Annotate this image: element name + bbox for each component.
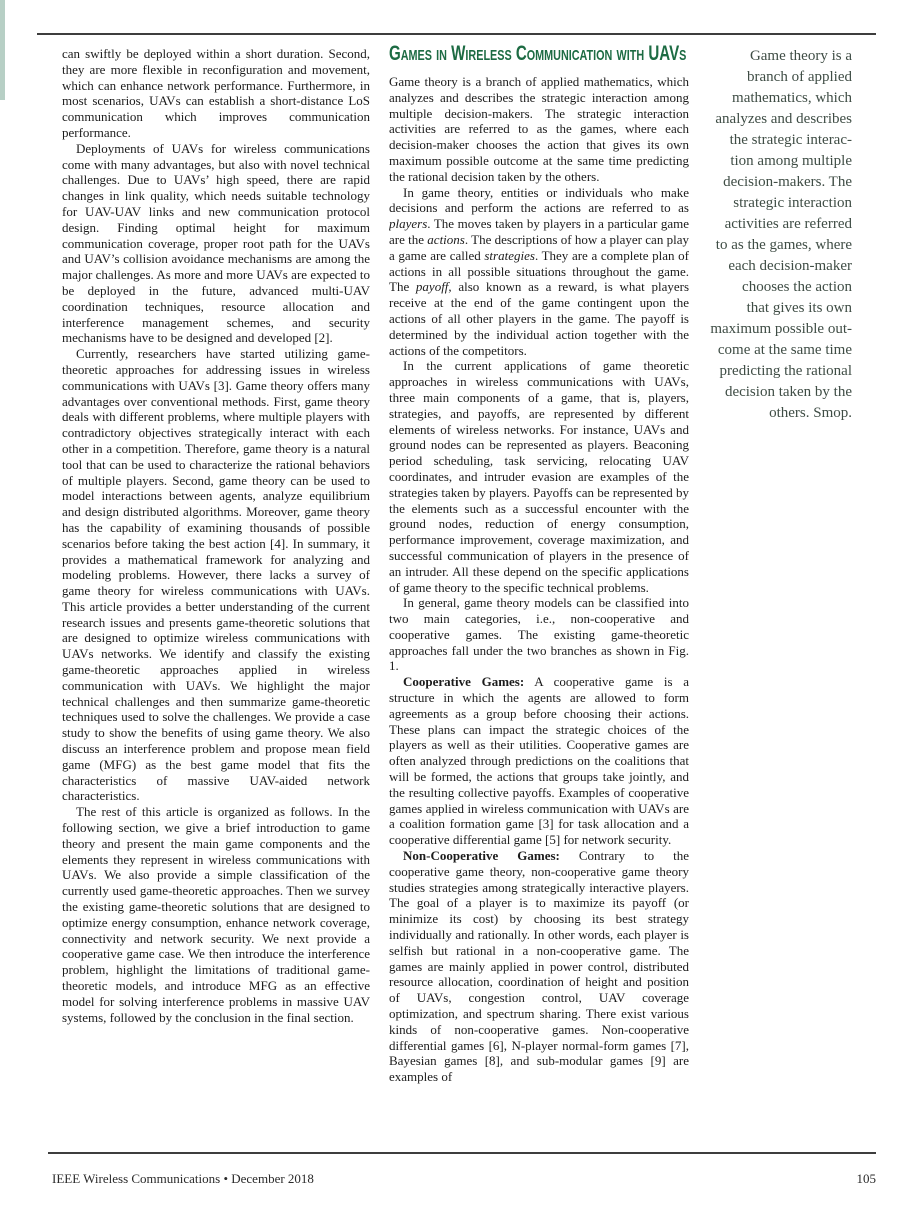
pull-quote-line: predicting the rational bbox=[719, 363, 852, 379]
text-segment: . The descriptions of how a player can play a game are called bbox=[389, 231, 689, 263]
pull-quote-line: chooses the action bbox=[742, 279, 852, 295]
pull-quote-line: activities are referred bbox=[724, 216, 852, 232]
pull-quote-line: each decision-maker bbox=[728, 258, 852, 274]
paragraph bbox=[389, 848, 689, 1085]
pull-quote-line: branch of applied bbox=[747, 69, 852, 85]
footer-rule bbox=[48, 1152, 876, 1154]
text-segment: A cooperative game is a structure in which the agents are allowed to form agreements as a group before choosing their actions. These plans can impact the strategic choices of the players as well as their utilities. Cooperative games are often analyzed through predictions on the coalitions that will be formed, the actions that groups take jointly, and the resulting collective payoffs. Examples of cooperative games applied in wireless communication with UAVs are a coalition formation game [3] for task allocation and a cooperative differential game [5] for network security. bbox=[389, 674, 689, 848]
pull-quote-line: that gives its own bbox=[746, 300, 852, 316]
text-segment: . The moves taken by players in a particular game are the bbox=[389, 216, 689, 247]
text-segment: Deployments of UAVs for wireless communications come with many advantages, but also with novel technical challenges. Due to UAVs’ high speed, there are rapid changes in link quality, which needs suitable technology for UAV-UAV links and new communication protocol design. Finding optimal height for maximum communication coverage, proper root path for the UAVs and UAV’s collision avoidance mechanisms are among the major challenges. As more and more UAVs are expected to be deployed in the future, advanced multi-UAV coordination techniques, resource allocation and interference management schemes, and security mechanisms have to be designed and developed [2]. bbox=[62, 140, 370, 346]
italic-term: payoff bbox=[415, 279, 449, 295]
section-heading: Games in Wireless Communication with UAVs bbox=[389, 42, 687, 65]
pull-quote-line: to as the games, where bbox=[715, 237, 852, 253]
top-rule bbox=[37, 33, 876, 35]
pull-quote-line: decision-makers. The bbox=[723, 174, 852, 190]
paragraph bbox=[62, 141, 370, 346]
paragraph bbox=[389, 185, 689, 359]
pull-quote-line: mathematics, which bbox=[732, 90, 852, 106]
footer-page-number: 105 bbox=[856, 1171, 876, 1186]
bold-lead-in: Non-Cooperative Games: bbox=[403, 848, 560, 864]
text-segment: In the current applications of game theoretic approaches in wireless communications with UAVs, three main components of a game, that is, players, strategies, and payoffs, are represented by different elements of wireless networks. For instance, UAVs and ground nodes can be represented as players. Beaconing period scheduling, task servicing, relocating UAV coordinates, and intruder evasion are examples of the strategies taken by players. Payoffs can be represented by the elements such as a successful encounter with the ground nodes, reduction of energy consumption, performance improvement, coverage maximization, and successful communication of players in the presence of an intruder. All these depend on the specific applications of game theory to the specific technical problems. bbox=[389, 358, 689, 595]
text-segment: In game theory, entities or individuals who make decisions and perform the actions are referred to as bbox=[389, 184, 689, 216]
pull-quote-line: strategic interaction bbox=[733, 195, 852, 211]
middle-column bbox=[389, 42, 689, 1146]
text-segment: , also known as a reward, is what players receive at the end of the game contingent upon the actions of all other players in the game. The payoff is determined by the individual action together with the actions of the competitors. bbox=[389, 279, 689, 358]
text-segment: Contrary to the cooperative game theory, non-cooperative game theory studies strategies among strategically interactive players. The goal of a player is to maximize its payoff (or minimize its cost) by choosing its best strategy individually and rationally. In other words, each player is selfish but rational in a non-cooperative game. The games are mainly applied in power control, distributed resource allocation, coordination of height and position of UAVs, congestion control, UAV coverage optimization, and spectrum sharing. There exist various kinds of non-cooperative games. Non-cooperative differential games [6], N-player normal-form games [7], Bayesian games [8], and sub-modular games [9] are examples of bbox=[389, 848, 689, 1085]
pull-quote-line: come at the same time bbox=[717, 342, 852, 358]
text-segment: Currently, researchers have started utilizing game-theoretic approaches for addressing issues in wireless communications with UAVs [3]. Game theory offers many advantages over conventional methods. First, game theory deals with different problems, where multiple players with contradictory objectives strategically interact with each other in a competition. Therefore, game theory is a natural tool that can be used to characterize the rational behaviors of multiple players. Second, game theory can be used to model interactions between agents, analyze equilibrium and design distributed algorithms. Moreover, game theory has the capability of examining thousands of possible scenarios before taking the best action [4]. In summary, it provides a mathematical framework for analyzing and modeling problems. However, there lacks a survey of game theory for wireless communications with UAVs. This article provides a better understanding of the current research issues and presents game-theoretic solutions that are designed to optimize wireless communications with UAVs networks. We identify and classify the existing game-theoretic approaches applied in wireless communication with UAVs. We highlight the major technical challenges and then summarize game-theoretic techniques used to solve the challenges. We provide a case study to show the benefits of using game theory. We also discuss an interference problem and propose mean field game (MFG) as the best game model that fits the characteristics of massive UAV-aided network characteristics. bbox=[62, 346, 370, 804]
italic-term: players bbox=[389, 216, 428, 232]
paragraph bbox=[389, 74, 689, 185]
paragraph bbox=[62, 804, 370, 1025]
italic-term: strategies bbox=[484, 247, 535, 263]
text-segment: . They are a complete plan of actions in all possible situations throughout the game. The bbox=[389, 247, 689, 295]
footer-journal-title: IEEE Wireless Communications • December 2018 bbox=[52, 1171, 314, 1186]
pull-quote-line: others. Smop. bbox=[769, 405, 852, 421]
middle-column-body bbox=[389, 74, 689, 1085]
text-segment: In general, game theory models can be classified into two main categories, i.e., non-cooperative and cooperative games. The existing game-theoretic approaches fall under the two branches as shown in Fig. 1. bbox=[389, 595, 689, 674]
text-segment: can swiftly be deployed within a short duration. Second, they are more flexible in reconfiguration and movement, which can enhance network performance. Furthermore, in most scenarios, UAVs can establish a short-distance LoS communication which improves communication performance. bbox=[62, 46, 370, 140]
paragraph bbox=[389, 358, 689, 595]
left-accent-bar bbox=[0, 0, 5, 100]
paragraph bbox=[389, 595, 689, 674]
pull-quote-line: analyzes and describes bbox=[715, 111, 852, 127]
pull-quote-line: maximum possible out- bbox=[710, 321, 852, 337]
bold-lead-in: Cooperative Games: bbox=[403, 674, 525, 690]
pull-quote-line: Game theory is a bbox=[749, 48, 852, 64]
pull-quote-line: decision taken by the bbox=[724, 384, 852, 400]
pull-quote bbox=[695, 46, 852, 424]
pull-quote-line: the strategic interac- bbox=[729, 132, 852, 148]
left-column bbox=[62, 46, 370, 1146]
paragraph bbox=[62, 46, 370, 141]
paragraph bbox=[389, 674, 689, 848]
text-segment: The rest of this article is organized as follows. In the following section, we give a brief introduction to game theory and present the main game components and the elements they represent in wireless communications with UAVs. We also provide a simple classification of the currently used game-theoretic approaches. Then we survey the existing game-theoretic solutions that are designed to optimize energy consumption, enhance network coverage, connectivity and network security. We next provide a cooperative game case. We then introduce the interference problem, highlight the limitations of traditional game-theoretic models, and introduce MFG as an effective model for solving interference problems in massive UAV systems, followed by the conclusion in the final section. bbox=[62, 804, 370, 1025]
pull-quote-line: tion among multiple bbox=[730, 153, 852, 169]
paragraph bbox=[62, 346, 370, 804]
text-segment: Game theory is a branch of applied mathematics, which analyzes and describes the strategic interaction among multiple decision-makers. The strategic interaction activities are referred to as the games, where each decision-maker chooses the action that gives its own maximum possible outcome at the same time predicting the rational decision taken by the others. bbox=[389, 74, 689, 184]
italic-term: actions bbox=[427, 231, 465, 247]
